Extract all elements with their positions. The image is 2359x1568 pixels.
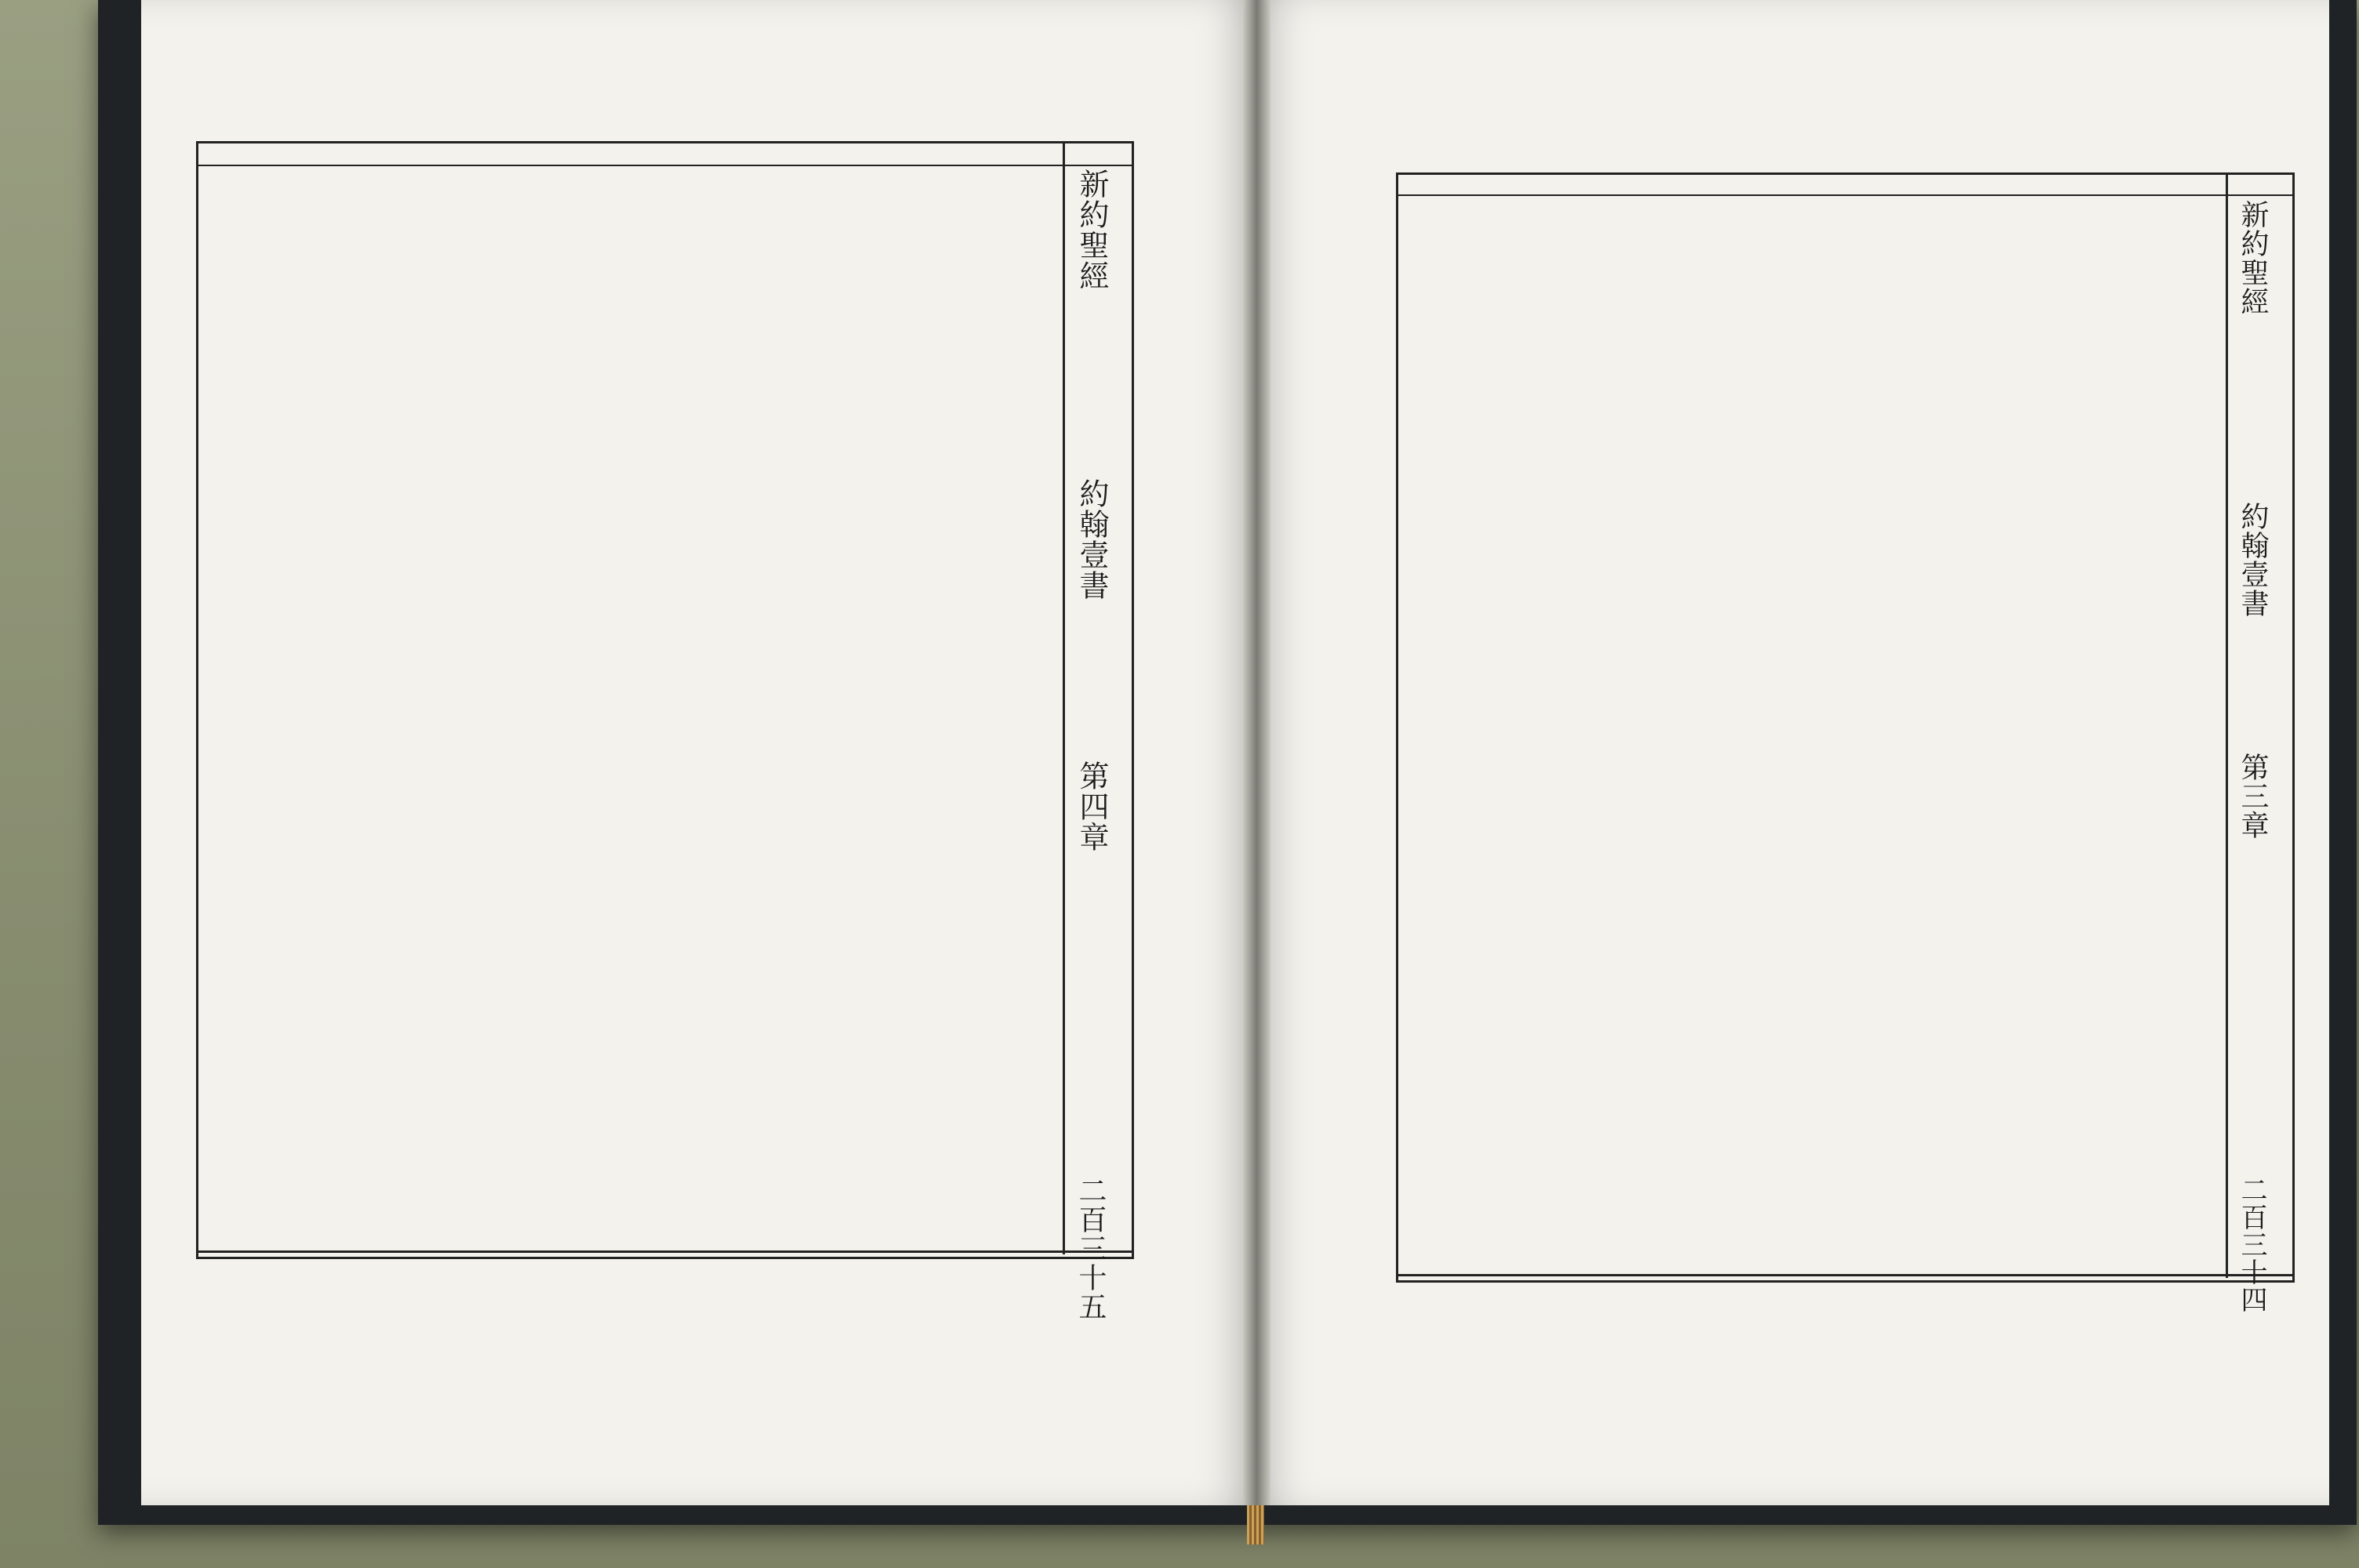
- right-book-title: 新約聖經: [2237, 200, 2269, 316]
- right-header-rule: [2226, 172, 2228, 1278]
- left-book-name: 約翰壹書: [1074, 478, 1109, 601]
- right-text-frame: [1396, 172, 2295, 1283]
- book-gutter: [1243, 0, 1270, 1505]
- right-number-rule: [1396, 194, 2292, 196]
- left-footnote-rule: [196, 1250, 1132, 1253]
- right-chapter: 第三章: [2237, 753, 2269, 840]
- right-page: [1255, 0, 2329, 1505]
- right-page-number: 二百三十四: [2236, 1176, 2267, 1313]
- left-chapter: 第四章: [1074, 760, 1109, 852]
- left-page-number: 二百三十五: [1074, 1176, 1107, 1321]
- left-text-frame: [196, 141, 1134, 1259]
- left-book-title: 新約聖經: [1074, 169, 1109, 291]
- right-book-name: 約翰壹書: [2237, 502, 2269, 618]
- right-footnote-rule: [1396, 1274, 2292, 1276]
- left-number-rule: [196, 165, 1132, 166]
- left-header-rule: [1063, 141, 1065, 1254]
- left-page: [141, 0, 1255, 1505]
- bookmark-ribbon: [1247, 1505, 1264, 1544]
